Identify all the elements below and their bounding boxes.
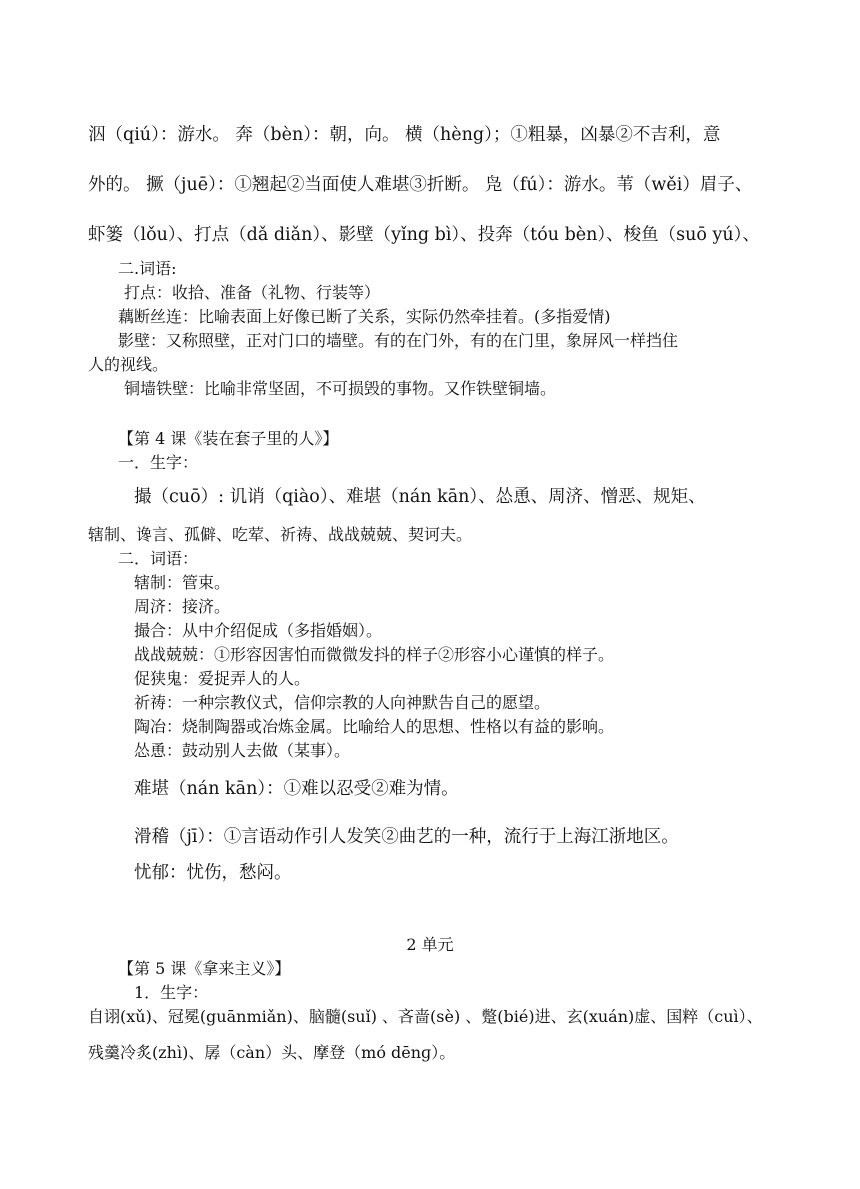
chars-line-1: 自诩(xǔ)、冠冕(guānmiǎn)、脑髓(suǐ) 、吝啬(sè) 、蹩(bié)进、玄(xuán)虚、国粹（cuì）、 [88, 1007, 763, 1026]
words-heading: 二.词语: [118, 259, 177, 278]
word-entry: 影壁：又称照壁，正对门口的墙壁。有的在门外，有的在门里，象屏风一样挡住 [118, 331, 679, 350]
unit-title: 2 单元 [406, 935, 454, 954]
word-entry: 祈祷：一种宗教仪式，信仰宗教的人向神默告自己的愿望。 [134, 693, 551, 712]
word-entry: 陶冶：烧制陶器或冶炼金属。比喻给人的思想、性格以有益的影响。 [134, 717, 615, 736]
word-entry: 战战兢兢：①形容因害怕而微微发抖的样子②形容小心谨慎的样子。 [134, 645, 615, 664]
lesson-4-title: 【第 4 课《装在套子里的人》】 [118, 429, 339, 448]
word-entry: 促狭鬼：爱捉弄人的人。 [134, 669, 311, 688]
pinyin-line-1: 泅（qiú）：游水。 奔（bèn）：朝，向。 横（hèng）；①粗暴，凶暴②不吉利，意 [88, 125, 721, 145]
words-heading: 二．词语： [118, 549, 199, 568]
word-entry: 怂恿：鼓动别人去做（某事）。 [134, 741, 351, 760]
word-entry: 撮合：从中介绍促成（多指婚姻）。 [134, 621, 383, 640]
word-entry: 铜墙铁壁：比喻非常坚固，不可损毁的事物。又作铁壁铜墙。 [124, 379, 557, 398]
word-entry: 周济：接济。 [134, 597, 231, 616]
pinyin-line-3: 虾篓（lǒu）、打点（dǎ diǎn）、影壁（yǐng bì）、投奔（tóu bèn）、梭鱼（suō yú）、 [88, 225, 760, 245]
chars-heading: 一．生字： [118, 453, 199, 472]
chars-line-2: 辖制、谗言、孤僻、吃荤、祈祷、战战兢兢、契诃夫。 [88, 525, 473, 544]
word-entry: 忧郁：忧伤，愁闷。 [134, 863, 292, 883]
lesson-5-title: 【第 5 课《拿来主义》】 [118, 959, 291, 978]
word-entry: 藕断丝连：比喻表面上好像已断了关系，实际仍然牵挂着。(多指爱情) [118, 307, 611, 326]
word-entry: 难堪（nán kān）：①难以忍受②难为情。 [134, 779, 459, 799]
chars-heading: 1．生字： [134, 983, 209, 1002]
pinyin-line-2: 外的。 撅（juē）：①翘起②当面使人难堪③折断。 凫（fú）：游水。苇（wěi）眉子、 [88, 175, 753, 195]
chars-line-1: 撮（cuō）: 讥诮（qiào）、难堪（nán kān）、怂恿、周济、憎恶、规矩、 [134, 487, 706, 507]
word-entry: 滑稽（jī）：①言语动作引人发笑②曲艺的一种，流行于上海江浙地区。 [134, 827, 679, 847]
word-entry: 辖制：管束。 [134, 573, 231, 592]
word-entry: 打点：收拾、准备（礼物、行装等） [124, 283, 381, 302]
word-entry-continuation: 人的视线。 [88, 355, 169, 374]
chars-line-2: 残羹冷炙(zhì)、孱（càn）头、摩登（mó dēnɡ）。 [88, 1043, 456, 1062]
